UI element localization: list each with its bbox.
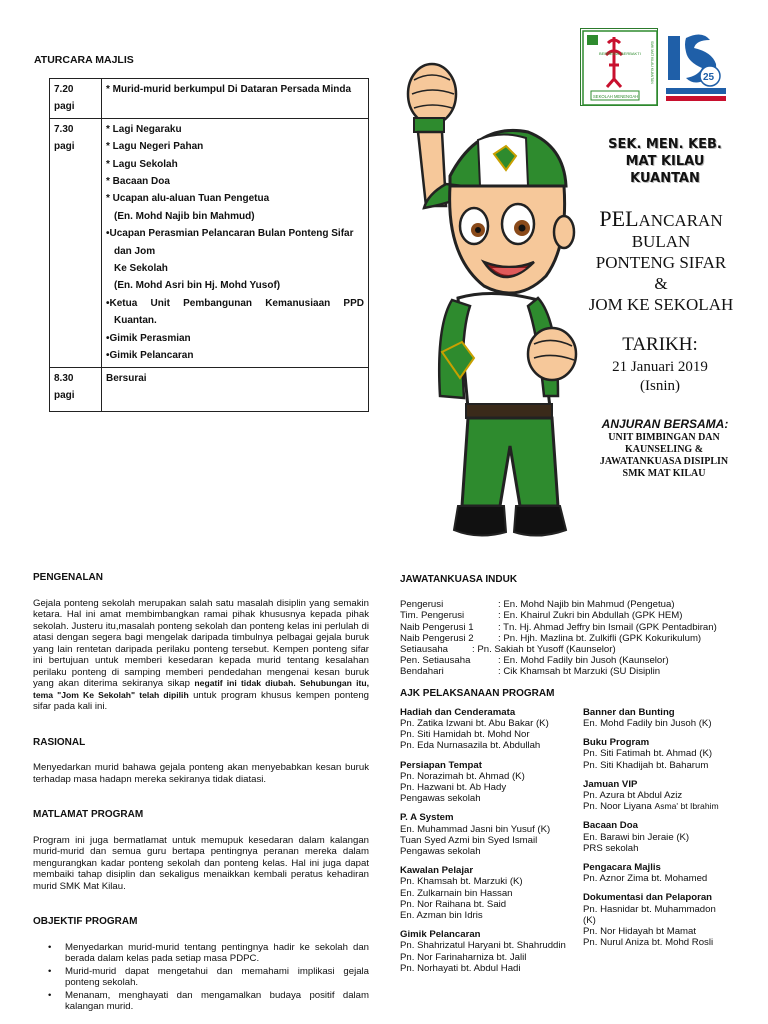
pengenalan-body: Gejala ponteng sekolah merupakan salah satu masalah disiplin yang semakin ketara. Hal ini amat membimbangkan ramai pihak khususnya kepada pihak sekolah. Justeru itu,masalah ponteng sekolah dan ponteng kelas ini perlulah di atasi dengan segera bagi mengelak daripada timbulnya pelbagai gejala buruk yang lain rentetan daripada perilaku ponteng tersebut. Kempen ponteng sifar ini bertujuan untuk memberi kesedaran kepada murid tentang kesalahan perilaku ponteng di samping memberi pendedahan mengenai kesan buruk yang akan diterima sekiranya sikap [33,597,369,689]
ss25-number: 25 [703,72,715,83]
committee-row [400,655,740,666]
ajk-group-title: Bacaan Doa [583,820,638,832]
committee-role: Pen. Setiausaha [400,655,471,667]
event-date-day: (Isnin) [640,378,680,394]
pengenalan-body-end: untuk program khusus kempen ponteng sifar pada kali ini. [33,689,370,712]
committee-role: Pengerusi [400,599,444,611]
school-logo [580,28,658,106]
ajk-group-title: Gimik Pelancaran [400,929,481,941]
pengenalan-text [33,598,369,713]
section-title-ajk: AJK PELAKSANAAN PROGRAM [400,687,555,699]
ajk-member: Pn. Khamsah bt. Marzuki (K) [400,876,523,888]
ajk-group-title: Banner dan Bunting [583,706,675,718]
ajk-member: Pn. Eda Nurnasazila bt. Abdullah [400,740,541,752]
committee-row [400,622,740,633]
committee-role: Bendahari [400,666,444,678]
pengenalan-body-bold: negatif ini tidak diubah. Sehubungan itu, tema "Jom Ke Sekolah" telah dipilih [33,678,369,700]
organizer-line: KAUNSELING & [624,444,704,455]
agenda-time-value: 8.30 [54,372,74,384]
agenda-time-period: pagi [54,101,75,113]
agenda-item: • Gimik Perasmian [106,330,364,347]
ss25-logo-icon [662,30,730,106]
agenda-item-continued: dan Jom [114,245,156,257]
rasional-text: Menyedarkan murid bahawa gejala ponteng akan menyebabkan kesan buruk terhadap masa hadapn mereka sekiranya tidak diatasi. [33,762,369,785]
ajk-member: Pn. Siti Khadijah bt. Baharum [583,759,709,771]
ajk-group-title: Buku Program [583,737,650,749]
ajk-member: PRS sekolah [583,842,639,854]
organizer-label: ANJURAN BERSAMA: [601,417,729,431]
ajk-member: Pengawas sekolah [400,846,481,858]
ajk-member: Pn. Norazimah bt. Ahmad (K) [400,770,525,782]
ajk-member: En. Mohd Fadily bin Jusoh (K) [583,718,712,730]
committee-row [400,644,740,655]
event-title [572,208,750,315]
committee-row [400,610,740,621]
ajk-member: Pn. Hazwani bt. Ab Hady [400,782,507,794]
agenda-row [50,367,369,411]
list-item: • Murid-murid dapat mengetahui dan memahami implikasi gejala ponteng sekolah. [65,966,369,989]
ajk-group [583,779,740,813]
agenda-row [50,79,369,119]
school-logo-text: BERSEDIA [599,51,620,56]
agenda-item-speaker-title: • Ketua Unit Pembangunan Kemanusiaan PPD [106,295,364,312]
committee-row [400,666,740,677]
ajk-group [583,737,740,771]
committee-name: : En. Mohd Fadily bin Jusoh (Kaunselor) [498,655,669,667]
school-logo-text: SMK MAT KILAU KUANTAN [650,41,654,84]
ajk-group [583,862,740,884]
agenda-item-speaker: (En. Mohd Asri bin Hj. Mohd Yusof) [114,280,281,292]
agenda-time [50,118,102,367]
committee-role: Setiausaha [400,644,449,656]
ajk-member: (K) [583,914,596,926]
ajk-member: Pn. Nor Raihana bt. Said [400,898,507,910]
ajk-member: Pengawas sekolah [400,793,481,805]
committee-name: : Cik Khamsah bt Marzuki (SU Disiplin [498,666,661,678]
ajk-member: En. Muhammad Jasni bin Yusuf (K) [400,823,551,835]
ajk-group [583,892,740,948]
section-title-rasional: RASIONAL [33,736,86,748]
school-name-line: SEK. MEN. KEB. [608,137,722,152]
agenda-item: • Gimik Pelancaran [106,347,364,364]
event-title-line: PONTENG SIFAR [595,253,727,272]
ajk-member: En. Barawi bin Jeraie (K) [583,831,690,843]
section-title-objektif: OBJEKTIF PROGRAM [33,916,138,927]
list-item: • Menyedarkan murid-murid tentang pentingnya hadir ke sekolah dan berada dalam kelas pada setiap masa PDPC. [65,942,369,965]
ajk-group-title: Persiapan Tempat [400,759,482,771]
ajk-group-title: Jamuan VIP [583,778,638,790]
ajk-member: Pn. Nurul Aniza bt. Mohd Rosli [583,937,714,949]
ajk-member-name-small: Asma' bt Ibrahim [654,801,719,812]
ajk-group [583,707,740,729]
ajk-member: Pn. Siti Fatimah bt. Ahmad (K) [583,748,713,760]
agenda-item-continued: Kuantan. [114,315,157,327]
committee-role: Naib Pengerusi 2 [400,632,474,644]
school-name-line: KUANTAN [630,171,700,186]
event-title-line [572,208,750,231]
objectives-list [65,942,369,1013]
event-title-rest: ANCARAN [638,211,723,230]
school-crest-icon [581,29,659,107]
ajk-group [583,820,740,854]
ajk-group-title: Dokumentasi dan Pelaporan [583,892,713,904]
agenda-time-period: pagi [54,141,75,153]
mascot-illustration [388,36,588,556]
ajk-column-left [400,707,583,982]
committee-name: : En. Mohd Najib bin Mahmud (Pengetua) [498,599,675,611]
list-item: • Menanam, menghayati dan mengamalkan budaya positif dalam kalangan murid. [65,990,369,1013]
ajk-member: Pn. Siti Hamidah bt. Mohd Nor [400,729,530,741]
ajk-member: Pn. Shahrizatul Haryani bt. Shahruddin [400,940,566,952]
agenda-item: * Lagu Sekolah [106,156,364,173]
agenda-time-period: pagi [54,389,75,401]
ajk-group [400,812,583,857]
organizer-line: SMK MAT KILAU [622,468,706,479]
committee-section [400,574,740,982]
ajk-member: Pn. Aznor Zima bt. Mohamed [583,873,708,885]
program-description [33,572,369,1014]
ajk-grid [400,707,740,982]
event-title-line: JOM KE SEKOLAH [588,295,734,314]
ajk-group-title: Kawalan Pelajar [400,865,474,877]
agenda-time-value: 7.30 [54,123,74,135]
school-logo-text: SEKOLAH MENENGAH [593,94,639,99]
matlamat-text: Program ini juga bermatlamat untuk memupuk kesedaran dalam kalangan murid-murid dan semua guru bertapa pentingnya peranan mereka dalam mengurangkan kadar ponteng sekolah dan ponteng kelas. Hal ini juga dapat membaiki tahap disiplin dan sekaligus menaikkan kembali peratus kehadiran murid SMK Mat Kilau. [33,834,369,892]
committee-name: : En. Khairul Zukri bin Abdullah (GPK HEM) [498,610,683,622]
organizer-list [572,432,756,480]
school-name [590,136,740,187]
ajk-member: Pn. Azura bt Abdul Aziz [583,790,683,802]
committee-name: : Pn. Sakiah bt Yusoff (Kaunselor) [472,644,616,656]
agenda-item: Bersurai [106,372,147,384]
agenda-item: * Lagi Negaraku [106,121,364,138]
ajk-member: Pn. Hasnidar bt. Muhammadon [583,903,716,915]
ajk-group-title: P. A System [400,812,454,824]
school-name-line: MAT KILAU [625,154,705,169]
agenda-table [49,78,369,412]
ajk-column-right [583,707,740,982]
committee-role: Naib Pengerusi 1 [400,621,474,633]
date-label: TARIKH: [622,334,698,355]
ajk-member: En. Zulkarnain bin Hassan [400,887,513,899]
committee-row [400,599,740,610]
committee-name: : Tn. Hj. Ahmad Jeffry bin Ismail (GPK Pentadbiran) [498,621,717,633]
agenda-time [50,79,102,119]
agenda-item: * Lagu Negeri Pahan [106,138,364,155]
ajk-group [400,929,583,974]
agenda-item: * Ucapan alu-aluan Tuan Pengetua [106,190,364,207]
agenda-activity [102,79,369,119]
event-date-value: 21 Januari 2019 [612,359,708,375]
agenda-time [50,367,102,411]
organizer-line: UNIT BIMBINGAN DAN [608,432,720,443]
event-date [580,358,740,396]
organizer-line: JAWATANKUASA DISIPLIN [599,456,729,467]
ajk-group-title: Pengacara Majlis [583,862,661,874]
committee-role: Tim. Pengerusi [400,610,465,622]
agenda-row [50,118,369,367]
ajk-member-name: Pn. Noor Liyana [583,801,655,813]
event-title-line: BULAN [631,232,691,251]
committee-name: : Pn. Hjh. Mazlina bt. Zulkifli (GPK Kokurikulum) [498,632,702,644]
event-title-prefix: PEL [599,206,639,231]
agenda-item-continued: Ke Sekolah [114,263,168,275]
agenda-title: ATURCARA MAJLIS [34,54,134,66]
ajk-member: Tuan Syed Azmi bin Syed Ismail [400,834,538,846]
agenda-activity [102,118,369,367]
section-title-pengenalan: PENGENALAN [33,572,104,583]
ajk-group [400,865,583,921]
agenda-item: * Bacaan Doa [106,173,364,190]
ajk-group-title: Hadiah dan Cenderamata [400,706,516,718]
section-title-jawatankuasa: JAWATANKUASA INDUK [400,574,518,585]
agenda-time-value: 7.20 [54,84,74,95]
school-logo-text: BERBAKTI [621,51,641,56]
ajk-group [400,707,583,752]
ajk-group [400,760,583,805]
ajk-member: Pn. Nor Hidayah bt Mamat [583,926,697,938]
ajk-member: Pn. Norhayati bt. Abdul Hadi [400,962,521,974]
agenda-item-speaker: (En. Mohd Najib bin Mahmud) [114,210,255,222]
student-mascot-icon [388,36,588,556]
ajk-member: Pn. Nor Farinaharniza bt. Jalil [400,951,527,963]
committee-row [400,633,740,644]
ajk-member: En. Azman bin Idris [400,910,483,922]
section-title-matlamat: MATLAMAT PROGRAM [33,809,144,820]
ajk-member [583,801,740,812]
agenda-item: • Ucapan Perasmian Pelancaran Bulan Ponteng Sifar [106,225,364,242]
ss25-logo [662,30,730,106]
agenda-activity [102,367,369,411]
ajk-member: Pn. Zatika Izwani bt. Abu Bakar (K) [400,718,549,730]
event-title-line: & [654,274,668,293]
agenda-item: * Murid-murid berkumpul Di Dataran Persada Minda [106,81,364,98]
